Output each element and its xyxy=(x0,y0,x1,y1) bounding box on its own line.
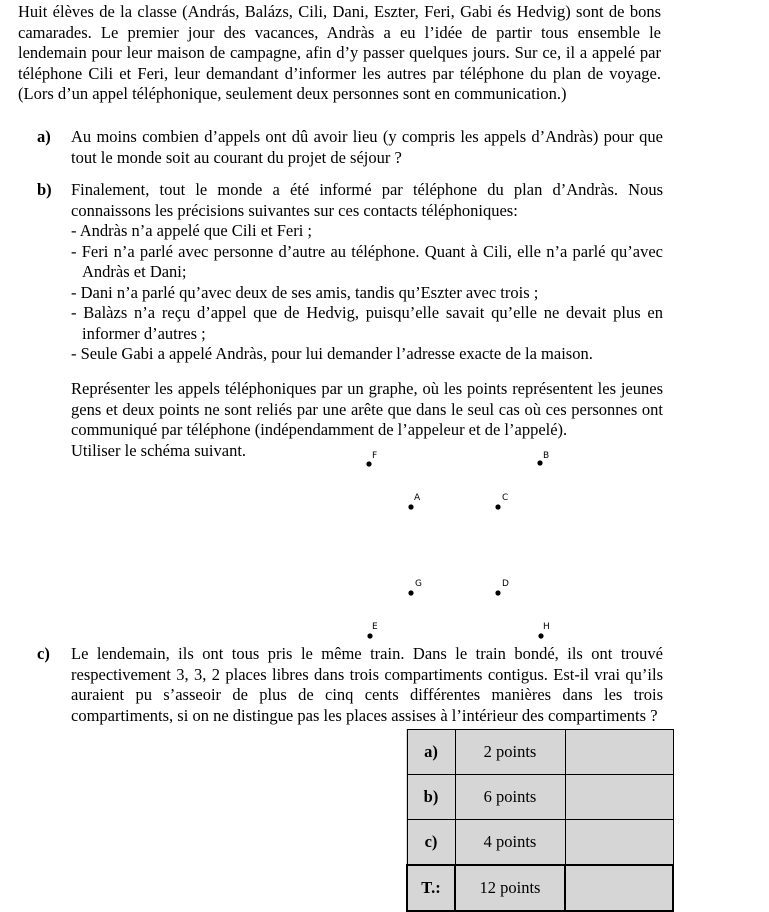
svg-text:B: B xyxy=(543,451,550,461)
question-a-text: Au moins combien d’appels ont dû avoir lieu (y compris les appels d’Andràs) pour que tout le monde soit au courant du projet de séjour ? xyxy=(71,127,663,167)
svg-text:C: C xyxy=(502,493,509,503)
score-cell xyxy=(565,775,673,820)
svg-text:G: G xyxy=(415,579,422,589)
points-table xyxy=(406,729,674,912)
points-label: T.: xyxy=(407,865,455,911)
graph-description: Représenter les appels téléphoniques par un graphe, où les points représentent les jeunes gens et deux points ne sont reliés par une arête que dans le seul cas où ces personnes ont communiqué par téléphone (indépendamment de l’appeleur et de l’appelé). xyxy=(71,379,663,439)
points-row-b xyxy=(407,775,673,820)
points-row-c xyxy=(407,820,673,866)
points-label: a) xyxy=(407,730,455,775)
svg-text:A: A xyxy=(414,493,421,503)
constraint-item: - Dani n’a parlé qu’avec deux de ses amis, tandis qu’Eszter avec trois ; xyxy=(71,282,539,302)
points-value: 2 points xyxy=(455,730,565,775)
points-value: 6 points xyxy=(455,775,565,820)
node-e xyxy=(367,622,378,639)
constraint-item: - Balàzs n’a reçu d’appel que de Hedvig, puisqu’elle savait qu’elle ne devait plus en informer d’autres ; xyxy=(71,303,663,343)
constraint-item: - Andràs n’a appelé que Cili et Feri ; xyxy=(71,221,313,240)
svg-text:D: D xyxy=(502,579,509,589)
svg-text:H: H xyxy=(543,622,550,632)
constraint-item: - Seule Gabi a appelé Andràs, pour lui demander l’adresse exacte de la maison. xyxy=(71,344,593,363)
points-label: b) xyxy=(407,775,455,820)
question-b-label: b) xyxy=(37,180,52,199)
score-cell xyxy=(565,820,673,866)
constraint-item: - Feri n’a parlé avec personne d’autre au téléphone. Quant à Cili, elle n’a parlé qu’avec Andràs et Dani; xyxy=(71,241,663,281)
node-b xyxy=(537,451,549,466)
intro-paragraph: Huit élèves de la classe (András, Balázs, Cili, Dani, Eszter, Feri, Gabi és Hedvig) sont de bons camarades. Le premier jour des vacances, Andràs a eu l’idée de partir tous ensemble le lendemain pour leur maison de campagne, afin d’y passer quelques jours. Sur ce, il a appelé par téléphone Cili et Feri, leur demandant d’informer les autres par téléphone du plan de voyage. (Lors d’un appel téléphonique, seulement deux personnes sont en communication.) xyxy=(18,2,661,103)
node-d xyxy=(495,579,509,596)
node-c xyxy=(495,493,508,510)
node-h xyxy=(538,622,549,639)
node-g xyxy=(408,579,422,596)
question-a-label: a) xyxy=(37,127,51,146)
question-c-text: Le lendemain, ils ont tous pris le même train. Dans le train bondé, ils ont trouvé respectivement 3, 3, 2 places libres dans trois compartiments contigus. Est-il vrai qu’ils auraient pu s’asseoir de plus de cinq cents différentes manières dans les trois compartiments, si on ne distingue pas les places assises à l’intérieur des compartiments ? xyxy=(71,644,663,725)
points-row-total xyxy=(407,865,673,911)
score-cell xyxy=(565,865,673,911)
points-label: c) xyxy=(407,820,455,866)
score-cell xyxy=(565,730,673,775)
points-value: 4 points xyxy=(455,820,565,866)
svg-text:F: F xyxy=(372,451,378,461)
question-b-text: Finalement, tout le monde a été informé par téléphone du plan d’Andràs. Nous connaissons les précisions suivantes sur ces contacts téléphoniques: xyxy=(71,180,663,220)
node-a xyxy=(408,493,421,510)
node-f xyxy=(366,451,377,467)
schema-instruction: Utiliser le schéma suivant. xyxy=(71,440,247,460)
points-row-a xyxy=(407,730,673,775)
svg-text:E: E xyxy=(372,622,378,632)
question-c-label: c) xyxy=(37,644,50,663)
points-value: 12 points xyxy=(455,865,565,911)
